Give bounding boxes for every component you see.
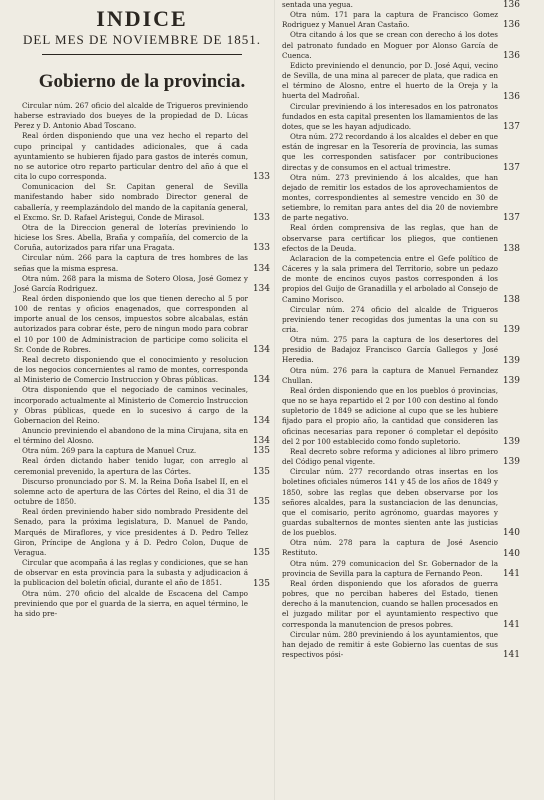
index-entry bbox=[282, 335, 520, 365]
entry-text: Real órden disponiendo que una vez hecho el reparto del cupo principal y cantidades adicionales, que á cada ayuntamiento se hubieren fijado para gastos de interés comun, no se autorice otro reparto particular dentro del año á que el cita lo cupo corresponda. bbox=[14, 131, 248, 182]
entry-text: Otra de la Direccion general de loterías previniendo lo hiciese los Sres. Abella, Braña y compañía, del comercio de la Coruña, autorizados para rifar una Fragata. bbox=[14, 222, 248, 253]
entry-page-number: 138 bbox=[502, 243, 520, 254]
index-title: INDICE bbox=[96, 6, 188, 31]
index-entry bbox=[14, 253, 270, 273]
index-entry bbox=[282, 538, 520, 558]
index-entry bbox=[14, 589, 270, 619]
entry-text: Otra núm. 273 previniendo á los alcaldes, que han dejado de remitir los estados de los aprovechamientos de montes, correspondientes al semestre vencido en 30 de setiembre, lo remitan para antes del dia 20 de noviembre de parte negativo. bbox=[282, 172, 498, 223]
entry-text: Circular núm. 267 oficio del alcalde de Trigueros previniendo haberse estraviado dos bueyes de la propiedad de D. Lúcas Perez y D. Antonio Abad Toscano. bbox=[14, 101, 248, 131]
entry-page-number: 135 bbox=[252, 497, 270, 508]
index-entry bbox=[282, 630, 520, 660]
entry-page-number: 134 bbox=[252, 344, 270, 355]
index-entry bbox=[14, 507, 270, 558]
entry-text: Real órden dictando haber tenido lugar, con arreglo al ceremonial prevenido, la apertura de las Córtes. bbox=[14, 456, 248, 476]
entry-page-number: 135 bbox=[252, 466, 270, 477]
index-entry bbox=[14, 131, 270, 182]
entry-page-number: 136 bbox=[502, 20, 520, 31]
column-gutter bbox=[274, 0, 275, 800]
entry-text: Otra citando á los que se crean con derecho á los dotes del patronato fundado en Moguer por Alonso García de Cuenca. bbox=[282, 30, 498, 60]
entry-page-number: 137 bbox=[502, 122, 520, 133]
index-entry bbox=[14, 477, 270, 507]
entry-text: Real órden comprensiva de las reglas, que han de observarse para certificar los pliegos, que contienen efectos de la Deuda. bbox=[282, 223, 498, 253]
index-entry bbox=[282, 61, 520, 102]
entry-page-number: 139 bbox=[502, 325, 520, 336]
index-entry bbox=[14, 456, 270, 476]
index-entry bbox=[282, 223, 520, 253]
entry-page-number: 133 bbox=[252, 243, 270, 254]
entry-text: Real decreto disponiendo que el conocimiento y resolucion de los negocios concernientes al ramo de montes, corresponda al Ministerio de Comercio Instruccion y Obras públicas. bbox=[14, 354, 248, 385]
entry-text: Discurso pronunciado por S. M. la Reina Doña Isabel II, en el solemne acto de apertura de las Córtes del Reino, el dia 31 de octubre de 1850. bbox=[14, 476, 248, 507]
entry-page-number: 135 bbox=[252, 578, 270, 589]
entry-text: Real decreto sobre reforma y adiciones al libro primero del Código penal vigente. bbox=[282, 446, 498, 467]
entry-page-number: 140 bbox=[502, 548, 520, 559]
index-entry bbox=[282, 102, 520, 132]
entry-text: Circular núm. 280 previniendo á los ayuntamientos, que han dejado de remitir á este Gobierno las cuentas de sus respectivos pósi- bbox=[282, 629, 498, 659]
index-entry bbox=[282, 386, 520, 447]
index-entry bbox=[14, 294, 270, 355]
right-column bbox=[282, 0, 520, 660]
entry-text: Circular previniendo á los interesados en los patronatos fundados en esta capital presenten los llamamientos de las dotes, que se les hayan adjudicado. bbox=[282, 101, 498, 131]
entry-text: Anuncio previniendo el abandono de la mina Cirujana, sita en el término del Alosno. bbox=[14, 426, 248, 446]
entry-page-number: 137 bbox=[502, 213, 520, 224]
index-entry bbox=[282, 467, 520, 538]
entry-page-number: 133 bbox=[252, 172, 270, 183]
entry-text: Circular que acompaña á las reglas y condiciones, que se han de observar en esta provincia para la subasta y adjudicacion á la publicacion del boletín oficial, durante el año de 1851. bbox=[14, 558, 248, 588]
entry-page-number: 137 bbox=[502, 162, 520, 173]
index-entry bbox=[282, 0, 520, 10]
index-entry bbox=[14, 446, 270, 456]
index-entry bbox=[282, 305, 520, 335]
entry-text: Otra núm. 268 para la misma de Sotero Olosa, José Gomez y José García Rodriguez. bbox=[14, 273, 248, 293]
entry-page-number: 134 bbox=[252, 263, 270, 274]
entry-page-number: 134 bbox=[252, 283, 270, 294]
entry-page-number: 136 bbox=[502, 91, 520, 102]
left-column bbox=[14, 0, 270, 619]
index-entry bbox=[282, 559, 520, 579]
entry-text: Real órden disponiendo que los aforados de guerra pobres, que no perciban haberes del Estado, tienen derecho á la manutencion, cuando se hallen procesados en el juzgado militar por el ayuntamiento respectivo que corresponda la manutencion de presos pobres. bbox=[282, 578, 498, 629]
index-entry bbox=[14, 385, 270, 426]
entry-page-number: 134 bbox=[252, 416, 270, 426]
left-entry-list bbox=[14, 101, 270, 619]
index-subtitle: DEL MES DE NOVIEMBRE DE 1851. bbox=[23, 32, 261, 47]
entry-text: Otra núm. 269 para la captura de Manuel Cruz. bbox=[22, 446, 197, 456]
index-entry bbox=[282, 30, 520, 60]
entry-text: Real órden disponiendo que en los pueblos ó provincias, que no se haya repartido el 2 por 100 con destino al fondo supletorio de 1849 se adicione al cupo que se les hubiere fijado para el propio año, la cantidad que consideren las oficinas necesarias para reponer ó completar el depósito del 2 por 100 establecido como fondo supletorio. bbox=[282, 385, 498, 446]
entry-page-number: 133 bbox=[252, 212, 270, 223]
entry-page-number: 139 bbox=[502, 436, 520, 447]
entry-page-number: 141 bbox=[502, 568, 520, 579]
entry-page-number: 140 bbox=[502, 528, 520, 539]
index-entry bbox=[14, 426, 270, 446]
index-entry bbox=[282, 447, 520, 467]
entry-page-number: 138 bbox=[502, 294, 520, 305]
entry-page-number: 139 bbox=[502, 355, 520, 366]
entry-page-number: 135 bbox=[252, 446, 270, 457]
entry-text: Real órden previniendo haber sido nombrado Presidente del Senado, para la próxima legislatura, D. Manuel de Pando, Marqués de Miraflores, y vice presidentes á D. Pedro Tellez Giron, Príncipe de Anglona y á D. Pedro Colon, Duque de Veragua. bbox=[14, 507, 248, 557]
entry-text: sentada una yegua. bbox=[282, 0, 353, 9]
entry-page-number: 141 bbox=[502, 650, 520, 661]
index-entry bbox=[14, 558, 270, 588]
index-entry bbox=[282, 254, 520, 305]
entry-page-number: 139 bbox=[502, 457, 520, 468]
entry-text: Comunicacion del Sr. Capitan general de Sevilla manifestando haber sido nombrado Director general de caballería, y reemplazándolo del mando de la capitanía general, el Excmo. Sr. D. Rafael Aristegui, Conde de Mirasol. bbox=[14, 182, 248, 222]
right-entry-list bbox=[282, 0, 520, 660]
entry-text: Otra núm. 279 comunicacion del Sr. Gobernador de la provincia de Sevilla para la captura de Fernando Peon. bbox=[282, 558, 498, 578]
index-entry bbox=[282, 173, 520, 224]
index-entry bbox=[282, 132, 520, 173]
entry-page-number: 134 bbox=[252, 375, 270, 386]
entry-page-number: 141 bbox=[502, 619, 520, 630]
entry-page-number: 139 bbox=[502, 375, 520, 386]
entry-text: Otra núm. 171 para la captura de Francisco Gomez Rodriguez y Manuel Aran Castaño. bbox=[282, 10, 498, 30]
entry-text: Otra núm. 275 para la captura de los desertores del presidio de Badajoz Francisco García Gallegos y José Heredia. bbox=[282, 335, 498, 365]
entry-page-number: 135 bbox=[252, 548, 270, 559]
index-entry bbox=[282, 579, 520, 630]
entry-text: Circular núm. 266 para la captura de tres hombres de las señas que la misma espresa. bbox=[14, 253, 248, 273]
entry-text: Otra núm. 278 para la captura de José Asencio Restituto. bbox=[282, 538, 498, 558]
entry-text: Otra núm. 276 para la captura de Manuel Fernandez Chullan. bbox=[282, 365, 498, 385]
index-entry bbox=[282, 366, 520, 386]
header-rule bbox=[42, 54, 242, 55]
index-entry bbox=[14, 355, 270, 385]
entry-page-number: 136 bbox=[502, 50, 520, 61]
index-entry bbox=[282, 10, 520, 30]
index-entry bbox=[14, 223, 270, 253]
entry-text: Edicto previniendo el denuncio, por D. José Aqui, vecino de Sevilla, de una mina al parecer de plata, que radica en el término de Alosno, entre el huerto de la Oreja y la huerta del Madroñal. bbox=[282, 60, 498, 101]
index-entry bbox=[14, 182, 270, 223]
entry-text: Otra núm. 270 oficio del alcalde de Escacena del Campo previniendo que por el guarda de la sierra, en aquel término, le ha sido pre- bbox=[14, 588, 248, 618]
entry-page-number: 134 bbox=[252, 436, 270, 447]
entry-text: Circular núm. 274 oficio del alcalde de Trigueros previniendo tener recogidas dos jumentas la una con su cria. bbox=[282, 304, 498, 334]
section-title: Gobierno de la provincia. bbox=[38, 71, 246, 92]
index-entry bbox=[14, 101, 270, 131]
entry-text: Otra disponiendo que el negociado de caminos vecinales, incorporado actualmente al Ministerio de Comercio Instruccion y Obras públicas, quede en lo sucesivo á cargo de la Gobernacion del Reino. bbox=[14, 385, 248, 425]
entry-text: Circular núm. 277 recordando otras insertas en los boletines oficiales números 141 y 45 de los años de 1849 y 1850, sobre las reglas que deben observarse por los señores alcaldes, para la sustanciacion de las denuncias, que el comisario, perito agrónomo, guardas mayores y guardas subalternos de montes sienten ante las justicias de los pueblos. bbox=[282, 467, 498, 538]
entry-text: Real órden disponiendo que los que tienen derecho al 5 por 100 de rentas y oficios enagenados, que corresponden al importe anual de los censos, impuestos sobre alcabalas, están autorizados para cobrar éste, pero de ningun modo para cobrar el 10 por 100 de Administracion de participe como solicita el Sr. Conde de Robres. bbox=[14, 293, 248, 354]
entry-text: Aclaracion de la competencia entre el Gefe político de Cáceres y la sala primera del Territorio, sobre un pedazo de monte de encinos cuyos pastos corresponden á los propios del Guijo de Granadilla y el arbolado al Consejo de Camino Morisco. bbox=[282, 253, 498, 304]
entry-page-number: 136 bbox=[502, 0, 520, 11]
index-entry bbox=[14, 274, 270, 294]
entry-text: Otra núm. 272 recordando á los alcaldes el deber en que están de ingresar en la Tesorería de provincia, las sumas que les corresponden satisfacer por contribuciones directas y de consumos en el actual trimestre. bbox=[282, 132, 498, 172]
